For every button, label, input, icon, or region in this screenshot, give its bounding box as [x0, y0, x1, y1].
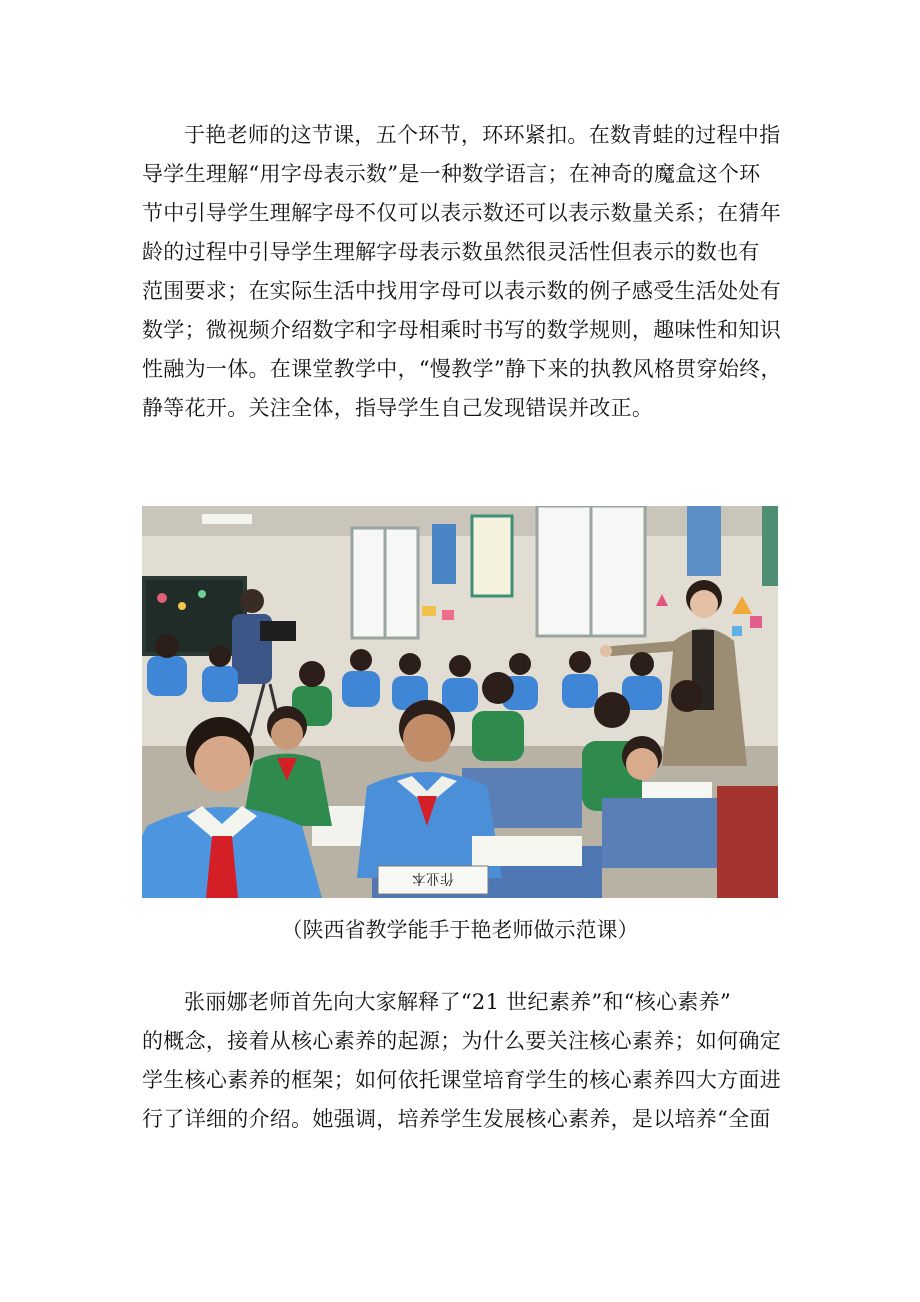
- paragraph-2-line: 学生核心素养的框架；如何依托课堂培育学生的核心素养四大方面进: [142, 1068, 781, 1092]
- paragraph-1-line: 龄的过程中引导学生理解字母表示数虽然很灵活性但表示的数也有: [142, 240, 760, 264]
- paragraph-1-line: 于艳老师的这节课，五个环节，环环紧扣。在数青蛙的过程中指: [184, 123, 781, 147]
- paragraph-1-line: 范围要求；在实际生活中找用字母可以表示数的例子感受生活处处有: [142, 279, 781, 303]
- paragraph-1-line: 导学生理解“用字母表示数”是一种数学语言；在神奇的魔盒这个环: [142, 162, 761, 186]
- paragraph-2: [142, 983, 780, 1139]
- classroom-photo-illustration: [142, 506, 778, 898]
- paragraph-1-line: 节中引导学生理解字母不仅可以表示数还可以表示数量关系；在猜年: [142, 201, 781, 225]
- paragraph-2-line: 张丽娜老师首先向大家解释了“21 世纪素养”和“核心素养”: [184, 990, 732, 1014]
- desk-label: 作业本: [412, 870, 454, 886]
- paragraph-1-line: 静等花开。关注全体，指导学生自己发现错误并改正。: [142, 396, 654, 420]
- paragraph-1-line: 数学；微视频介绍数字和字母相乘时书写的数学规则，趣味性和知识: [142, 318, 781, 342]
- paragraph-1: [142, 116, 780, 428]
- photo-caption: （陕西省教学能手于艳老师做示范课）: [281, 918, 639, 942]
- paragraph-2-line: 的概念，接着从核心素养的起源；为什么要关注核心素养；如何确定: [142, 1029, 781, 1053]
- classroom-photo: [142, 506, 778, 898]
- paragraph-1-line: 性融为一体。在课堂教学中，“慢教学”静下来的执教风格贯穿始终，: [142, 357, 782, 381]
- paragraph-2-line: 行了详细的介绍。她强调，培养学生发展核心素养，是以培养“全面: [142, 1107, 771, 1131]
